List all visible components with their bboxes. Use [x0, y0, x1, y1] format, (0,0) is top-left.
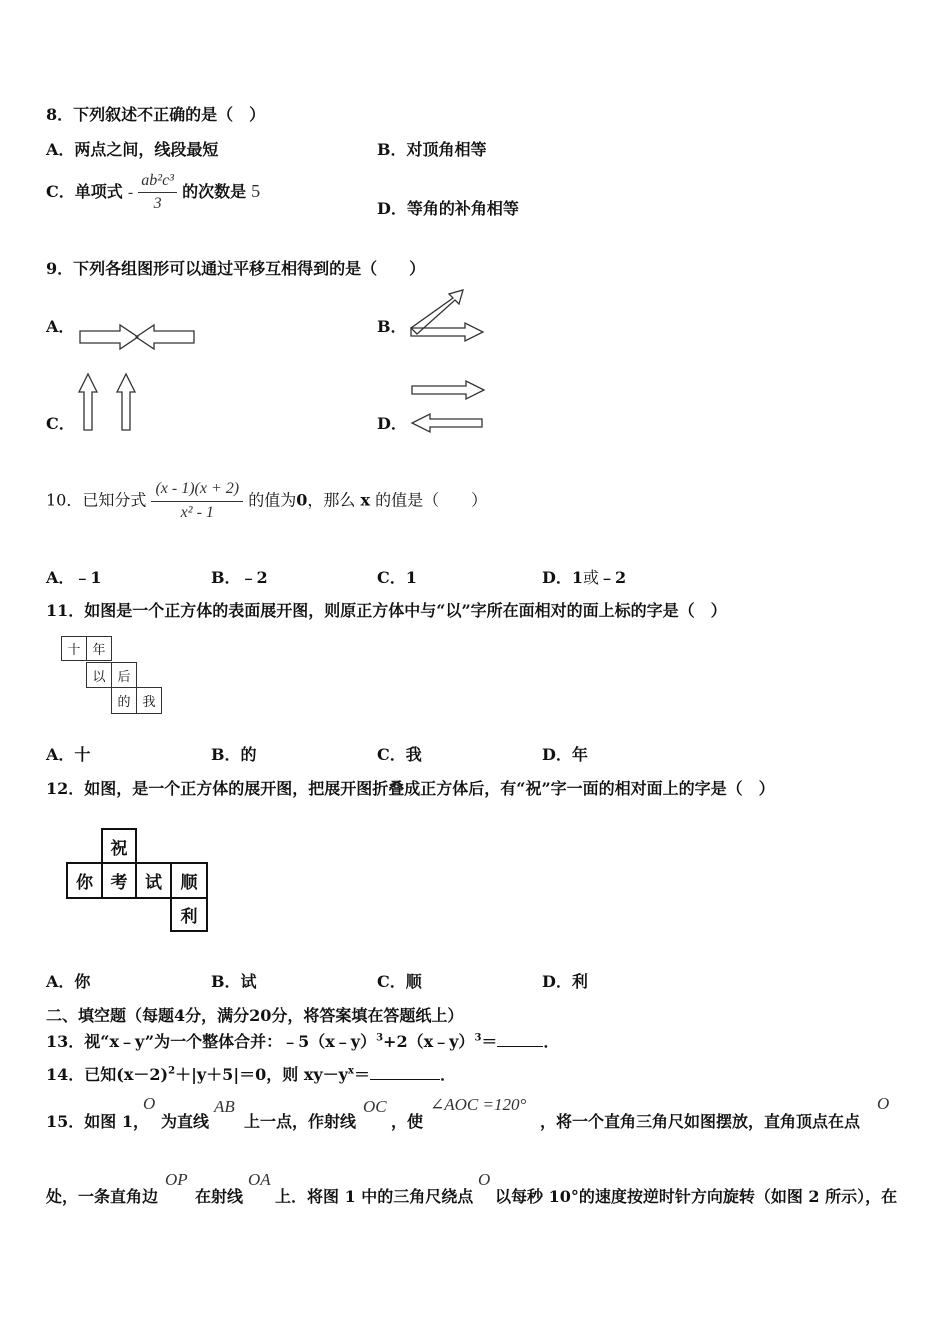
q15-line1-d: ，使 — [391, 1112, 424, 1131]
q11-cell-wo: 我 — [136, 687, 162, 714]
q13-dot: ． — [543, 1032, 560, 1051]
q9-figure-c — [76, 370, 142, 436]
q8-option-d[interactable]: D．等角的补角相等 — [377, 199, 519, 218]
q12-stem: 12．如图，是一个正方体的展开图，把展开图折叠成正方体后，有“祝”字一面的相对面上的字是（ ） — [46, 779, 775, 798]
q8-c-fraction — [138, 172, 177, 213]
q12-option-a[interactable]: A．你 — [46, 972, 91, 991]
q8-option-c[interactable] — [46, 172, 260, 213]
q10-option-a[interactable]: A．﹣1 — [46, 568, 102, 587]
q11-cell-hou: 后 — [111, 662, 137, 688]
q13-answer-blank[interactable] — [497, 1046, 543, 1047]
q11-cell-de: 的 — [111, 687, 137, 714]
section-2-heading: 二、填空题（每题4分，满分20分，将答案填在答题纸上） — [46, 1006, 464, 1025]
q9-option-a[interactable]: A． — [46, 317, 75, 336]
q8-c-prefix: C．单项式 — [46, 182, 123, 201]
q15-ray-oc: OC — [363, 1097, 387, 1116]
q15-point-o-3: O — [478, 1170, 491, 1189]
q10-option-c[interactable]: C．1 — [377, 568, 417, 587]
q15-angle: ∠AOC =120° — [430, 1095, 527, 1114]
q12-cell-kao: 考 — [101, 862, 137, 899]
q15-side-op: OP — [165, 1170, 188, 1189]
q10-mid: 的值为 — [248, 490, 297, 510]
q9-figure-b — [405, 286, 490, 348]
q14-answer-blank[interactable] — [370, 1079, 440, 1080]
q9-option-d[interactable]: D． — [377, 414, 407, 433]
q14: 14．已知$(x-2)^2+|y+5|=0$，则 $xy-y^x=$ ． — [46, 1065, 456, 1084]
q10-prefix: 10．已知分式 — [46, 490, 147, 510]
q15-line2-a: 处，一条直角边 — [46, 1187, 159, 1206]
q9-a-left-arrow — [136, 325, 194, 349]
q9-option-c[interactable]: C． — [46, 414, 75, 433]
q12-option-c[interactable]: C．顺 — [377, 972, 422, 991]
q9-d-left-arrow — [412, 414, 482, 432]
q8-c-numerator: ab²c³ — [138, 172, 177, 193]
q10-d-suffix: ﹣2 — [599, 568, 627, 587]
q8-c-value: 5 — [251, 181, 261, 201]
q11-cell-shi: 十 — [61, 636, 87, 661]
q14-end: ＝ — [353, 1065, 370, 1084]
q13-mid: +2（x﹣y） — [383, 1032, 475, 1051]
q11-option-b[interactable]: B．的 — [211, 745, 257, 764]
q15-ray-oa: OA — [248, 1170, 271, 1189]
q10-fraction — [151, 480, 243, 522]
q10-d-or: 或 — [583, 568, 600, 587]
q8-stem: 8．下列叙述不正确的是（ ） — [46, 105, 266, 124]
q11-stem: 11．如图是一个正方体的表面展开图，则原正方体中与“以”字所在面相对的面上标的字是（ ） — [46, 601, 727, 620]
q11-option-a[interactable]: A．十 — [46, 745, 91, 764]
q10-numerator: (x - 1)(x + 2) — [151, 480, 243, 502]
q10-zero: 0 — [296, 490, 308, 510]
q11-option-d[interactable]: D．年 — [542, 745, 588, 764]
q10-d-prefix: D．1 — [542, 568, 584, 587]
q13-end: ＝ — [481, 1032, 498, 1051]
q9-d-right-arrow — [412, 381, 484, 399]
q15-line-ab: AB — [214, 1097, 235, 1116]
q8-option-a[interactable]: A．两点之间，线段最短 — [46, 140, 219, 159]
q14-text: 14．已知(x－2) — [46, 1065, 169, 1084]
q15-line1-b: 为直线 — [161, 1112, 210, 1131]
q10-stem — [46, 480, 487, 522]
q9-figure-a — [78, 322, 198, 352]
q10-suffix: 的值是（ ） — [375, 490, 488, 510]
q14-dot: ． — [439, 1065, 456, 1084]
q15-line1-a: 15．如图 1， — [46, 1112, 149, 1131]
q10-option-d[interactable] — [542, 565, 626, 588]
q12-cell-ni: 你 — [66, 862, 103, 899]
q13-text: 13．视“x﹣y”为一个整体合并：﹣5（x﹣y） — [46, 1032, 377, 1051]
q15-line2-c: 上．将图 1 中的三角尺绕点 — [275, 1187, 474, 1206]
q15-line2-d: 以每秒 10°的速度按逆时针方向旋转（如图 2 所示），在 — [495, 1187, 898, 1206]
q12-option-d[interactable]: D．利 — [542, 972, 588, 991]
q15-point-o-2: O — [877, 1094, 890, 1113]
q8-c-suffix: 的次数是 — [182, 182, 247, 201]
q12-cell-shun: 顺 — [170, 862, 208, 899]
q9-figure-d — [408, 378, 490, 438]
q8-option-b[interactable]: B．对顶角相等 — [377, 140, 487, 159]
q15-line2-b: 在射线 — [195, 1187, 244, 1206]
q10-option-b[interactable]: B．﹣2 — [211, 568, 268, 587]
q15-line1-c: 上一点，作射线 — [244, 1112, 357, 1131]
q12-cell-li: 利 — [170, 897, 208, 932]
q11-cell-nian: 年 — [86, 636, 112, 661]
q11-cell-yi: 以 — [86, 662, 112, 688]
q10-denominator: x² - 1 — [180, 504, 214, 521]
q13: 13．视“x﹣y”为一个整体合并：﹣5（x﹣y）$^3$+2（x﹣y）$^3$＝ ． — [46, 1032, 560, 1051]
q9-c-up-arrow-1 — [79, 374, 97, 430]
q9-b-horizontal-arrow — [411, 323, 483, 341]
q9-option-b[interactable]: B． — [377, 317, 407, 336]
q11-cube-net — [61, 636, 165, 716]
q10-x: x — [360, 490, 371, 510]
q12-cell-shi: 试 — [135, 862, 172, 899]
q12-cube-net — [66, 828, 210, 932]
q11-option-c[interactable]: C．我 — [377, 745, 422, 764]
q15-point-o: O — [143, 1094, 156, 1113]
q10-mid2: ，那么 — [307, 490, 356, 510]
q8-c-minus: - — [127, 184, 134, 201]
q9-c-up-arrow-2 — [117, 374, 135, 430]
q12-option-b[interactable]: B．试 — [211, 972, 257, 991]
q12-cell-zhu: 祝 — [101, 828, 137, 864]
q8-c-denominator: 3 — [153, 195, 162, 212]
q15-line1-e: ，将一个直角三角尺如图摆放，直角顶点在点 — [540, 1112, 861, 1131]
q9-a-right-arrow — [80, 325, 138, 349]
q14-mid: ＋|y＋5|＝0，则 xy－y — [175, 1065, 348, 1084]
q9-stem: 9．下列各组图形可以通过平移互相得到的是（ ） — [46, 259, 426, 278]
